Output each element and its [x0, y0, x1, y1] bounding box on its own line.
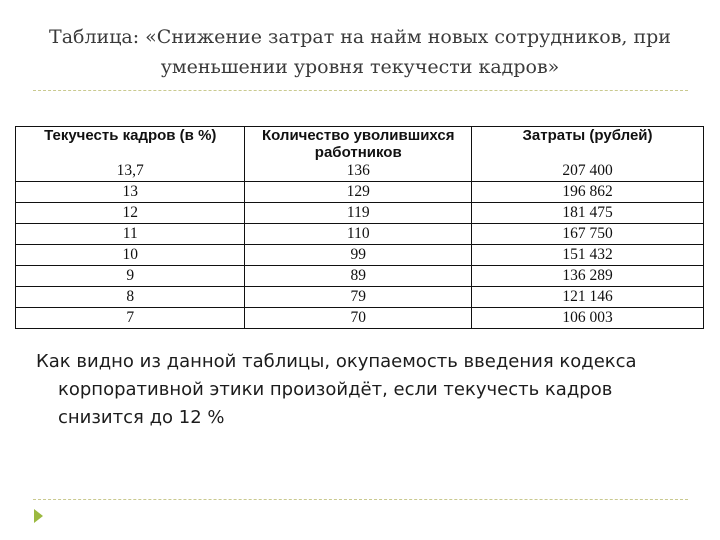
table-cell: 121 146 [472, 287, 704, 308]
table-row [16, 287, 704, 308]
slide-title-line-2: уменьшении уровня текучести кадров» [160, 56, 560, 78]
table-header-costs: Затраты (рублей) [472, 127, 704, 162]
table-cell: 7 [16, 308, 245, 329]
slide-title-line-1: Таблица: «Снижение затрат на найм новых сотрудников, при [49, 26, 671, 48]
table-cell: 13 [16, 182, 245, 203]
table-cell: 207 400 [472, 161, 704, 182]
table-header-turnover: Текучесть кадров (в %) [16, 127, 245, 162]
table-cell: 136 289 [472, 266, 704, 287]
table-cell: 11 [16, 224, 245, 245]
table-cell: 13,7 [16, 161, 245, 182]
table-header-row [16, 127, 704, 162]
table-cell: 151 432 [472, 245, 704, 266]
table-header-quit-count: Количество уволившихся работников [245, 127, 472, 162]
table-row [16, 203, 704, 224]
table-cell: 8 [16, 287, 245, 308]
table-cell: 99 [245, 245, 472, 266]
table-cell: 129 [245, 182, 472, 203]
table-cell: 119 [245, 203, 472, 224]
table-row [16, 266, 704, 287]
table-cell: 10 [16, 245, 245, 266]
table-row [16, 245, 704, 266]
table-cell: 196 862 [472, 182, 704, 203]
table-cell: 181 475 [472, 203, 704, 224]
triangle-bullet-icon [34, 509, 43, 523]
table-cell: 106 003 [472, 308, 704, 329]
table-row [16, 161, 704, 182]
table-cell: 167 750 [472, 224, 704, 245]
data-table [15, 126, 704, 329]
table-cell: 9 [16, 266, 245, 287]
table-row [16, 308, 704, 329]
table-cell: 136 [245, 161, 472, 182]
slide-title [20, 22, 700, 82]
top-divider [33, 90, 688, 91]
table-row [16, 224, 704, 245]
conclusion-text: Как видно из данной таблицы, окупаемость введения кодекса корпоративной этики произойдёт, если текучесть кадров снизится до 12 % [36, 351, 637, 428]
table-cell: 89 [245, 266, 472, 287]
table-cell: 79 [245, 287, 472, 308]
table-cell: 70 [245, 308, 472, 329]
table-row [16, 182, 704, 203]
table-cell: 110 [245, 224, 472, 245]
table-cell: 12 [16, 203, 245, 224]
bottom-divider [33, 499, 688, 500]
